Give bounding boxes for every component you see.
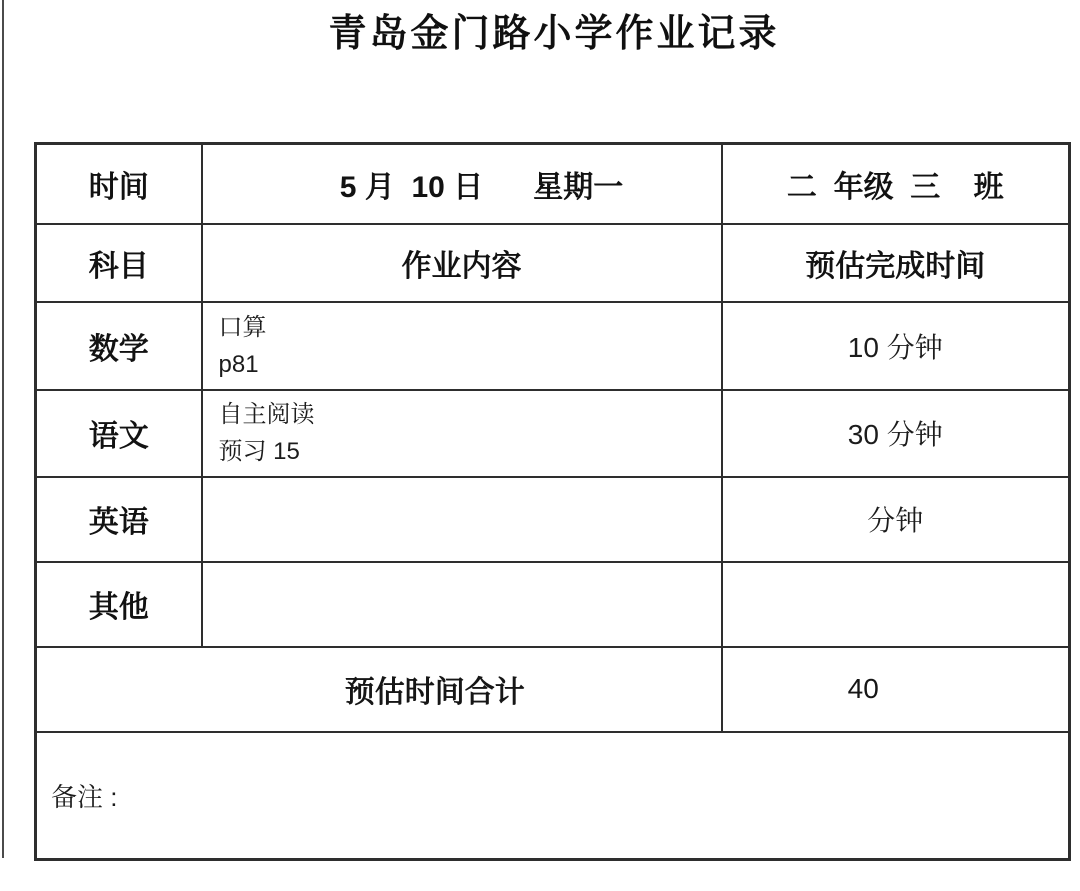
content-line: 自主阅读 [218,401,315,428]
time-header-cell: 时间 [36,144,202,224]
table-row-remark [36,732,1070,860]
content-cell-other [202,562,722,647]
table-row-date [36,144,1070,224]
subject-cell-other: 其他 [36,562,202,647]
time-cell-chinese: 30 分钟 [722,390,1070,477]
subject-cell-chinese: 语文 [36,390,202,477]
content-line: 口算 [218,313,267,341]
content-cell-math [202,302,722,390]
table-row-total [36,647,1070,732]
subject-cell-english: 英语 [36,477,202,562]
time-cell-english: 分钟 [722,477,1070,562]
page-title: 青岛金门路小学作业记录 [328,13,780,55]
estimate-header-cell: 预估完成时间 [722,224,1070,302]
time-cell-other [722,562,1070,647]
table-row-english [36,477,1070,562]
table-row-other [36,562,1070,647]
total-value-cell: 40 [722,647,1070,732]
content-header-cell: 作业内容 [202,224,722,302]
subject-cell-math: 数学 [36,302,202,390]
content-cell-chinese [202,390,722,477]
total-label-cell: 预估时间合计 [36,647,722,732]
time-cell-math: 10 分钟 [722,302,1070,390]
content-cell-english [202,477,722,562]
homework-record-table [34,142,1071,861]
table-row-column-headers [36,224,1070,302]
scan-edge-line [2,0,4,858]
content-line: p81 [218,350,259,378]
date-weekday-cell: 5 月 10 日 星期一 [202,144,722,224]
content-line: 预习 15 [218,438,300,465]
grade-class-cell: 二 年级 三 班 [722,144,1070,224]
subject-header-cell: 科目 [36,224,202,302]
table-row-math [36,302,1070,390]
remark-cell: 备注 : [36,732,1070,860]
table-row-chinese [36,390,1070,477]
